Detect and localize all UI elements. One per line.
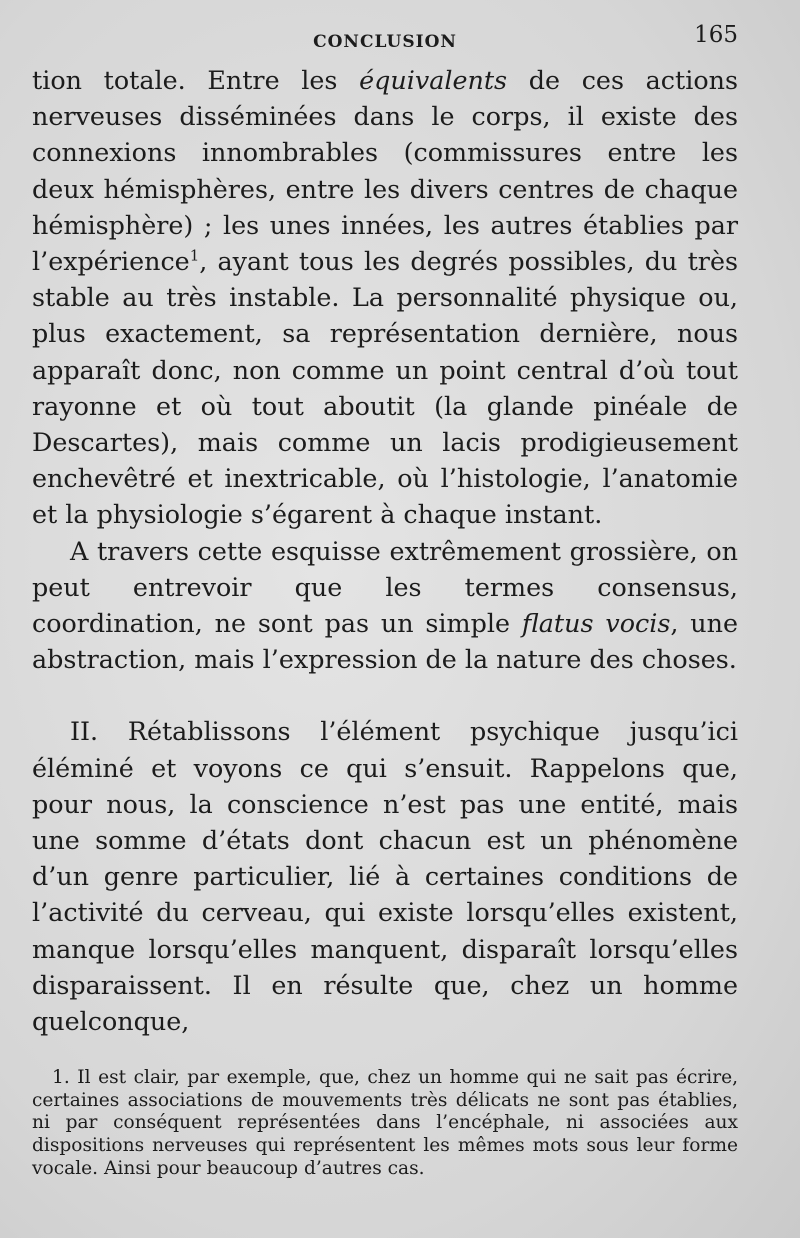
page-number: 165 xyxy=(694,22,738,48)
running-head xyxy=(32,22,738,62)
footnote-reference: 1 xyxy=(189,246,200,265)
footnotes xyxy=(32,1067,738,1180)
paragraph-3: II. Rétablissons l’élément psychique jusqu’ici éléminé et voyons ce qui s’ensuit. Rappelons que, pour nous, la conscience n’est pas une entité, mais une somme d’états dont chacun est un phénomène d’un genre particulier, lié à certaines conditions de l’activité du cerveau, qui existe lorsqu’elles existent, manque lorsqu’elles manquent, disparaît lorsqu’elles disparaissent. Il en résulte que, chez un homme quelconque, xyxy=(32,716,738,1037)
paragraph-1 xyxy=(32,62,738,533)
paragraph-1-part-c: , ayant tous les degrés possibles, du très stable au très instable. La personnalité physique ou, plus exactement, sa représentation dernière, nous apparaît donc, non comme un point central d’où tout rayonne et où tout aboutit (la glande pinéale de Descartes), mais comme un lacis prodigieusement enchevêtré et inextricable, où l’histologie, l’anatomie et la physiologie s’égarent à chaque instant. xyxy=(32,246,738,530)
italic-term-equivalents: équivalents xyxy=(359,65,508,95)
paragraph-2-part-b: , une abstraction, mais l’expression de la nature des choses. xyxy=(32,608,738,675)
running-title: CONCLUSION xyxy=(313,32,457,52)
body-text xyxy=(32,62,738,1039)
paragraph-1-part-a: tion totale. Entre les xyxy=(32,65,360,95)
paragraph-1-part-b: de ces actions nerveuses disséminées dans le corps, il existe des connexions innombrables (commissures entre les deux hémisphères, entre les divers centres de chaque hémisphère) ; les unes innées, les autres établies par l’expérience xyxy=(32,65,739,277)
paragraph-2 xyxy=(32,533,738,678)
italic-term-flatus-vocis: flatus vocis xyxy=(521,608,671,639)
paragraph-2-part-a: A travers cette esquisse extrêmement grossière, on peut entrevoir que les termes consensus, coordination, ne sont pas un simple xyxy=(32,535,738,639)
footnote-1: 1. Il est clair, par exemple, que, chez un homme qui ne sait pas écrire, certaines associations de mouvements très délicats ne sont pas établies, ni par conséquent représentées dans l’encéphale, ni associées aux dispositions nerveuses qui représentent les mêmes mots sous leur forme vocale. Ainsi pour beaucoup d’autres cas. xyxy=(32,1067,738,1179)
